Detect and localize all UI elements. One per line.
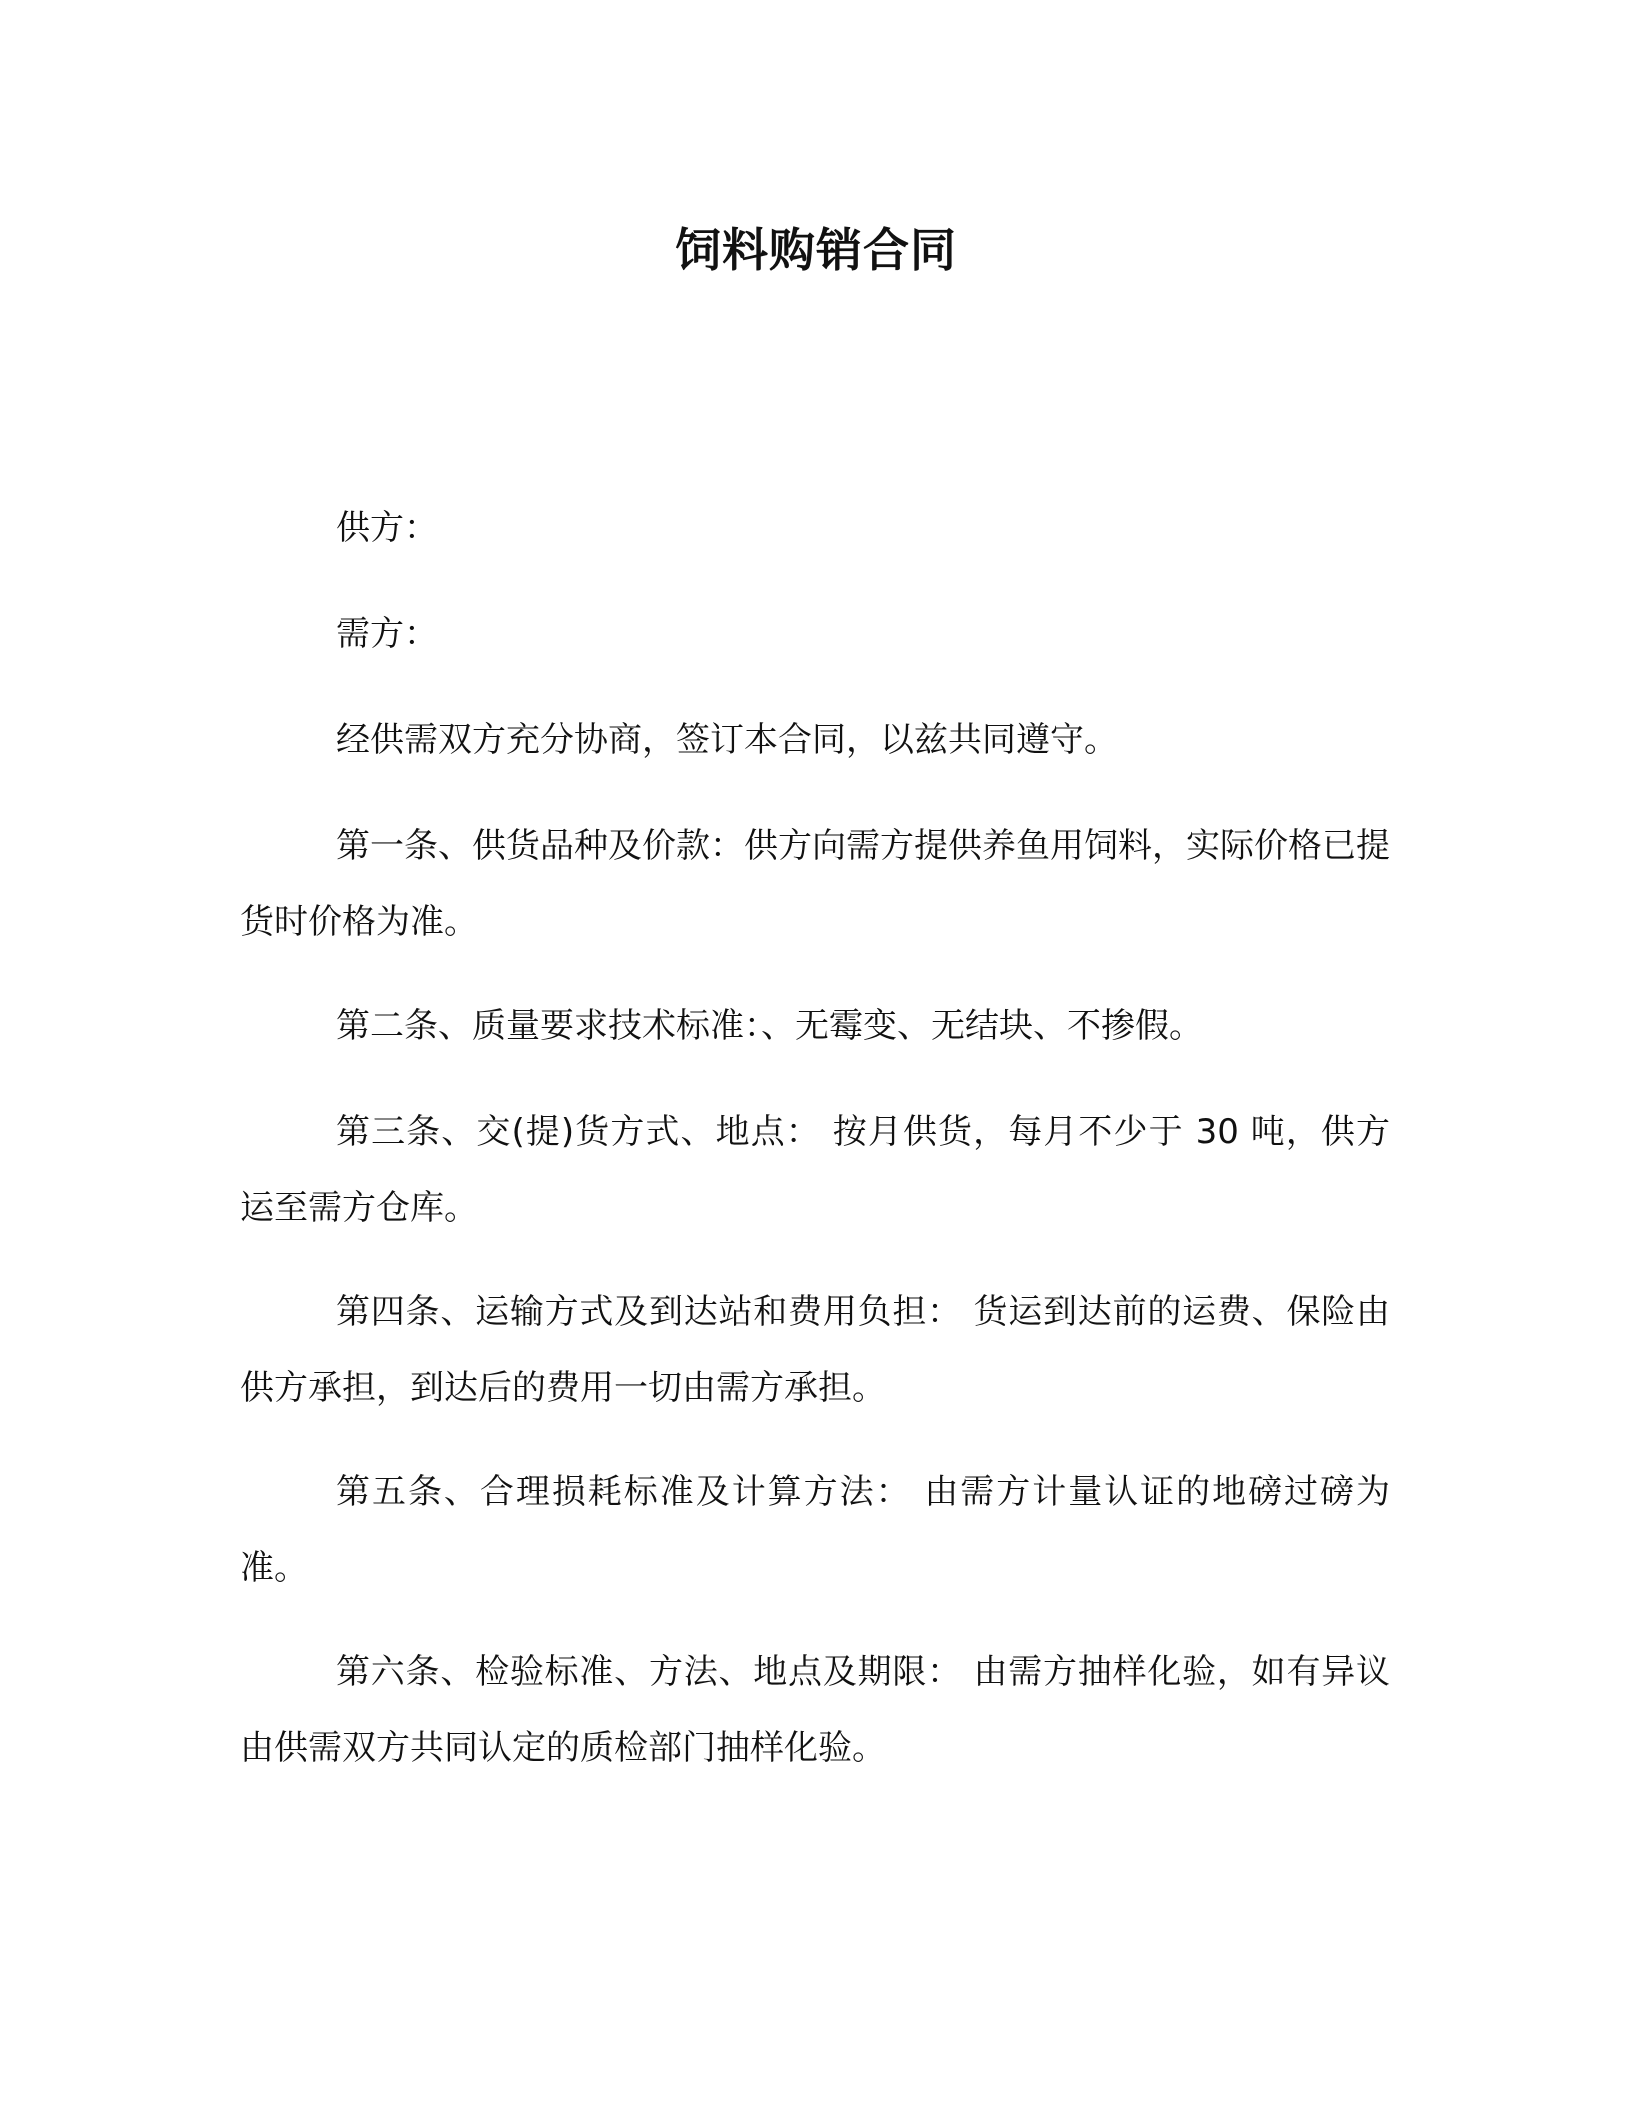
preamble-paragraph: 经供需双方充分协商，签订本合同，以兹共同遵守。 (336, 720, 1118, 760)
document-body (240, 490, 1390, 1814)
article-4-paragraph: 第四条、运输方式及到达站和费用负担： 货运到达前的运费、保险由供方承担，到达后的费用一切由需方承担。 (240, 1292, 1390, 1408)
article-1-paragraph: 第一条、供货品种及价款：供方向需方提供养鱼用饲料，实际价格已提货时价格为准。 (240, 826, 1390, 942)
article-2-paragraph: 第二条、质量要求技术标准：、无霉变、无结块、不掺假。 (336, 1006, 1203, 1046)
supplier-line: 供方： (336, 508, 438, 548)
article-5-paragraph: 第五条、合理损耗标准及计算方法： 由需方计量认证的地磅过磅为准。 (240, 1472, 1390, 1588)
article-3-paragraph: 第三条、交(提)货方式、地点： 按月供货，每月不少于 30 吨，供方运至需方仓库。 (240, 1112, 1390, 1228)
buyer-line: 需方： (336, 614, 438, 654)
article-6-paragraph: 第六条、检验标准、方法、地点及期限： 由需方抽样化验，如有异议由供需双方共同认定的质检部门抽样化验。 (240, 1652, 1390, 1768)
document-title: 饲料购销合同 (675, 223, 957, 277)
